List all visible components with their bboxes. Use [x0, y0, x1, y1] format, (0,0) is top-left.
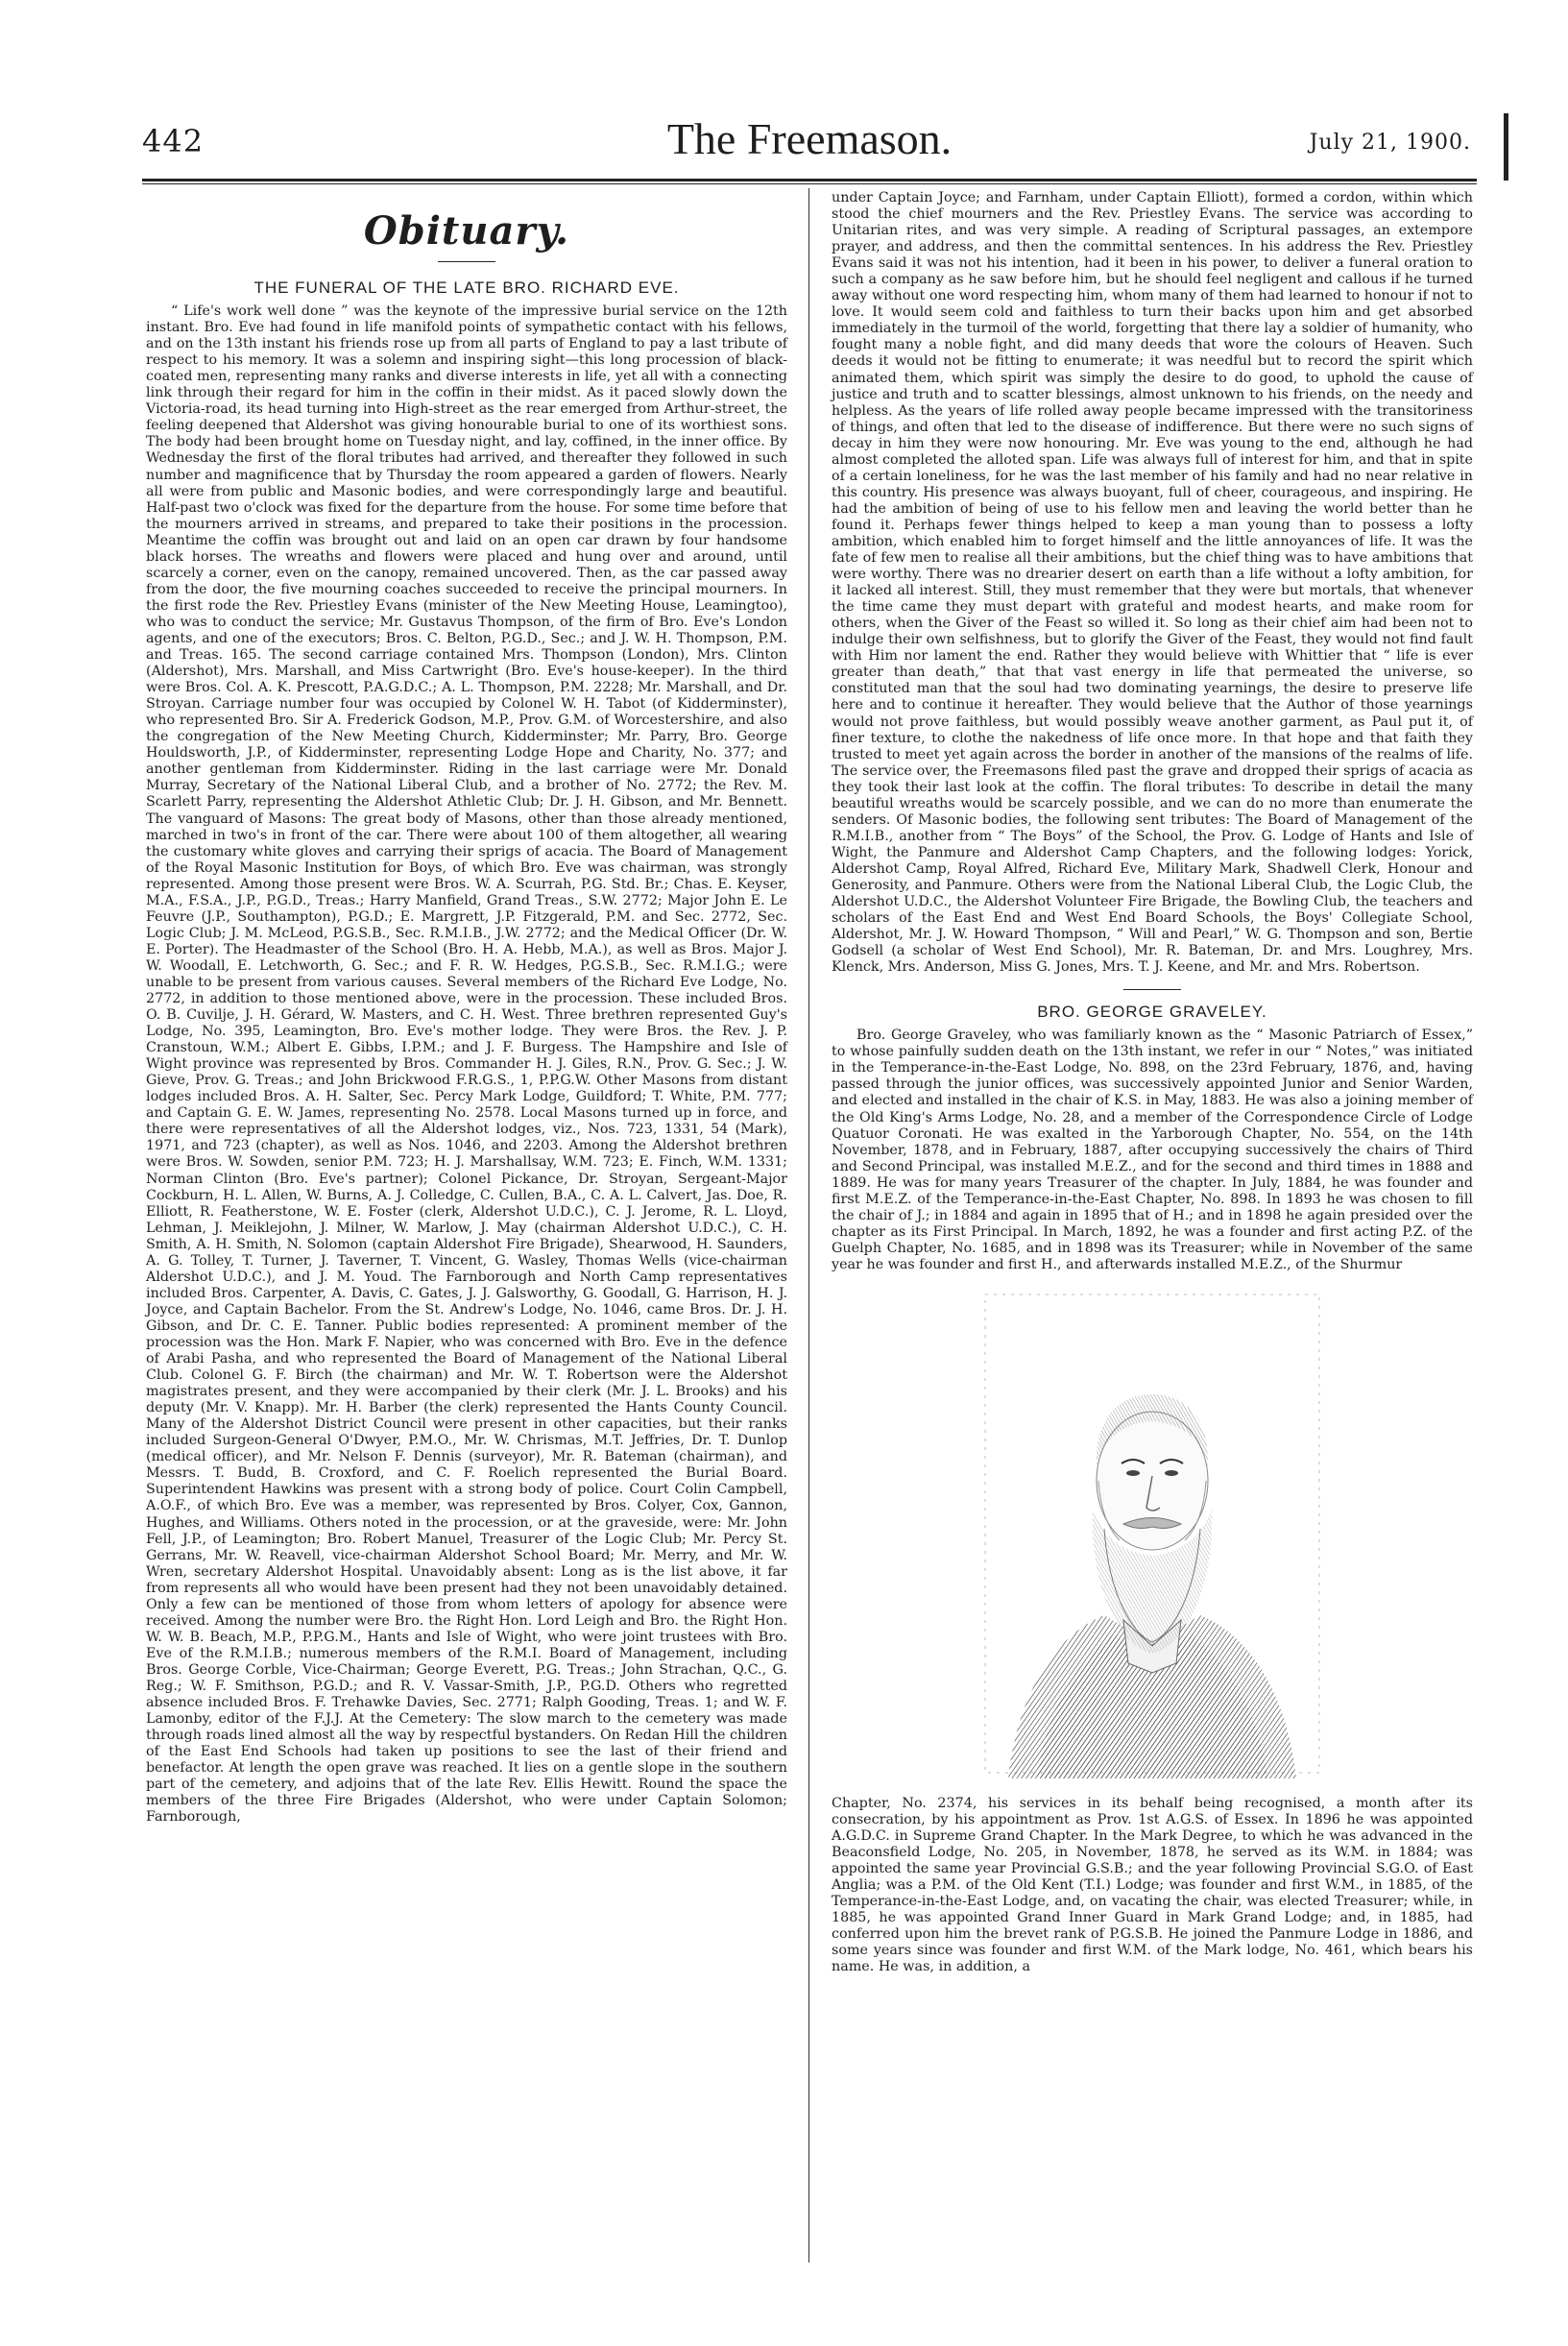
portrait-illustration	[979, 1289, 1325, 1778]
section-title: Obituary.	[363, 208, 570, 254]
right-column	[832, 190, 1473, 1976]
column-divider	[808, 188, 809, 2262]
article-heading-graveley: BRO. GEORGE GRAVELEY.	[1037, 1003, 1267, 1022]
article-body-funeral: “ Life's work well done ” was the keynote of the impressive burial service on the 12th instant. Bro. Eve had found in life manifold points of sympathetic contact with his fellows, and on the 13th instant his friends rose up from all parts of England to pay a last tribute of respect to his memory. It was a solemn and inspiring sight—this long procession of black-coated men, representing many ranks and diverse interests in life, yet all with a connecting link through their regard for him in the coffin in their midst. As it paced slowly down the Victoria-road, its head turning into High-street as the rear emerged from Arthur-street, the feeling deepened that Aldershot was giving honourable burial to one of its worthiest sons. The body had been brought home on Tuesday night, and lay, coffined, in the inner office. By Wednesday the first of the floral tributes had arrived, and thereafter they followed in such number and magnificence that by Thursday the room appeared a garden of flowers. Nearly all were from public and Masonic bodies, and were correspondingly large and beautiful. Half-past two o'clock was fixed for the departure from the house. For some time before that the mourners arrived in streams, and prepared to take their positions in the procession. Meantime the coffin was brought out and laid on an open car drawn by four handsome black horses. The wreaths and flowers were placed and hung over and around, until scarcely a corner, even on the canopy, remained uncovered. Then, as the car passed away from the door, the five mourning coaches succeeded to receive the principal mourners. In the first rode the Rev. Priestley Evans (minister of the New Meeting House, Leamingtoo), who was to conduct the service; Mr. Gustavus Thompson, of the firm of Bro. Eve's London agents, and one of the executors; Bros. C. Belton, P.G.D., Sec.; and J. W. H. Thompson, P.M. and Treas. 165. The second carriage contained Mrs. Thompson (London), Mrs. Clinton (Aldershot), Mrs. Marshall, and Miss Cartwright (Bro. Eve's house-keeper). In the third were Bros. Col. A. K. Prescott, P.A.G.D.C.; A. L. Thompson, P.M. 2228; Mr. Marshall, and Dr. Stroyan. Carriage number four was occupied by Colonel W. H. Tabot (of Kidderminster), who represented Bro. Sir A. Frederick Godson, M.P., Prov. G.M. of Worcestershire, and also the congregation of the New Meeting Church, Kidderminster; Mr. Parry, Bro. George Houldsworth, J.P., of Kidderminster, representing Lodge Hope and Charity, No. 377; and another gentleman from Kidderminster. Riding in the last carriage were Mr. Donald Murray, Secretary of the National Liberal Club, and a brother of No. 2772; the Rev. M. Scarlett Parry, representing the Aldershot Athletic Club; Dr. J. H. Gibson, and Mr. Bennett. The vanguard of Masons: The great body of Masons, other than those already mentioned, marched in two's in front of the car. There were about 100 of them altogether, all wearing the customary white gloves and carrying their sprigs of acacia. The Board of Management of the Royal Masonic Institution for Boys, of which Bro. Eve was chairman, was strongly represented. Among those present were Bros. W. A. Scurrah, P.G. Std. Br.; Chas. E. Keyser, M.A., F.S.A., J.P., P.G.D., Treas.; Harry Manfield, Grand Treas., S.W. 2772; Major John E. Le Feuvre (J.P., Southampton), P.G.D.; E. Margrett, J.P. Fitzgerald, P.M. and Sec. 2772, Sec. Logic Club; J. M. McLeod, P.G.S.B., Sec. R.M.I.B., J.W. 2772; and the Medical Officer (Dr. W. E. Porter). The Headmaster of the School (Bro. H. A. Hebb, M.A.), as well as Bros. Major J. W. Woodall, E. Letchworth, G. Sec.; and F. R. W. Hedges, P.G.S.B., Sec. R.M.I.G.; were unable to be present from various causes. Several members of the Richard Eve Lodge, No. 2772, in addition to those mentioned above, were in the procession. These included Bros. O. B. Cuvilje, J. H. Gérard, W. Masters, and C. H. West. Three brethren represented Guy's Lodge, No. 395, Leamington, Bro. Eve's mother lodge. They were Bros. the Rev. J. P. Cranstoun, W.M.; Albert E. Gibbs, I.P.M.; and J. F. Burgess. The Hampshire and Isle of Wight province was represented by Bros. Commander H. J. Giles, R.N., Prov. G. Sec.; J. W. Gieve, Prov. G. Treas.; and John Brickwood F.R.G.S., 1, P.P.G.W. Other Masons from distant lodges included Bros. A. H. Salter, Sec. Percy Mark Lodge, Guildford; T. White, P.M. 777; and Captain G. E. W. James, representing No. 2578. Local Masons turned up in force, and there were representatives of all the Aldershot lodges, viz., Nos. 723, 1331, 54 (Mark), 1971, and 723 (chapter), as well as Nos. 1046, and 2203. Among the Aldershot brethren were Bros. W. Sowden, senior P.M. 723; H. J. Marshallsay, W.M. 723; E. Finch, W.M. 1331; Norman Clinton (Bro. Eve's partner); Colonel Pickance, Dr. Stroyan, Sergeant-Major Cockburn, H. L. Allen, W. Burns, A. J. Colledge, C. Cullen, B.A., C. A. L. Calvert, Jas. Doe, R. Elliott, R. Featherstone, W. E. Foster (clerk, Aldershot U.D.C.), C. J. Jerome, R. L. Lloyd, Lehman, J. Meiklejohn, J. Milner, W. Marlow, J. May (chairman Aldershot U.D.C.), C. H. Smith, A. H. Smith, N. Solomon (captain Aldershot Fire Brigade), Shearwood, H. Saunders, A. G. Tolley, T. Turner, J. Taverner, T. Vincent, G. Wasley, Thomas Wells (vice-chairman Aldershot U.D.C.), and J. M. Youd. The Farnborough and North Camp representatives included Bros. Carpenter, A. Davis, C. Gates, J. J. Galsworthy, G. Goodall, G. Harrison, H. J. Joyce, and Captain Bachelor. From the St. Andrew's Lodge, No. 1046, came Bros. Dr. J. H. Gibson, and Dr. C. E. Tanner. Public bodies represented: A prominent member of the procession was the Hon. Mark F. Napier, who was concerned with Bro. Eve in the defence of Arabi Pasha, and who represented the Board of Management of the National Liberal Club. Colonel G. F. Birch (the chairman) and Mr. W. T. Robertson were the Aldershot magistrates present, and they were accompanied by their clerk (Mr. J. L. Brooks) and his deputy (Mr. V. Knapp). Mr. H. Barber (the clerk) represented the Hants County Council. Many of the Aldershot District Council were present in other capacities, but their ranks included Surgeon-General O'Dwyer, P.M.O., Mr. W. Chrismas, M.T. Jeffries, Dr. T. Dunlop (medical officer), and Mr. Nelson F. Dennis (surveyor), Mr. R. Bateman (chairman), and Messrs. T. Budd, B. Croxford, and C. F. Roelich represented the Burial Board. Superintendent Hawkins was present with a strong body of police. Court Colin Campbell, A.O.F., of which Bro. Eve was a member, was represented by Bros. Colyer, Cox, Gannon, Hughes, and Williams. Others noted in the procession, or at the graveside, were: Mr. John Fell, J.P., of Leamington; Bro. Robert Manuel, Treasurer of the Logic Club; Mr. Percy St. Gerrans, Mr. W. Reavell, vice-chairman Aldershot School Board; Mr. Merry, and Mr. W. Wren, secretary Aldershot Hospital. Unavoidably absent: Long as is the list above, it far from represents all who would have been present had they not been unavoidably detained. Only a few can be mentioned of those from whom letters of apology for absence were received. Among the number were Bro. the Right Hon. Lord Leigh and Bro. the Right Hon. W. W. B. Beach, M.P., P.P.G.M., Hants and Isle of Wight, who were joint trustees with Bro. Eve of the R.M.I.B.; numerous members of the R.M.I. Board of Management, including Bros. George Corble, Vice-Chairman; George Everett, P.G. Treas.; John Strachan, Q.C., G. Reg.; W. F. Smithson, P.G.D.; and R. V. Vassar-Smith, J.P., P.G.D. Others who regretted absence included Bros. F. Trehawke Davies, Sec. 2771; Ralph Gooding, Treas. 1; and W. F. Lamonby, editor of the F.J.J. At the Cemetery: The slow march to the cemetery was made through roads lined almost all the way by respectful bystanders. On Redan Hill the children of the East End Schools had taken up positions to see the last of their friend and benefactor. At length the open grave was reached. It lies on a gentle slope in the southern part of the cemetery, and adjoins that of the late Rev. Ellis Hewitt. Round the space the members of the three Fire Brigades (Aldershot, who were under Captain Solomon; Farnborough,	[146, 303, 787, 1826]
issue-date: July 21, 1900.	[1309, 131, 1471, 155]
article-separator-rule	[1123, 989, 1181, 990]
portrait-icon	[979, 1289, 1325, 1778]
page-number: 442	[142, 123, 205, 159]
section-rule	[438, 261, 495, 262]
article-body-graveley-continued: Chapter, No. 2374, his services in its behalf being recognised, a month after its consecration, by his appointment as Prov. 1st A.G.S. of Essex. In 1896 he was appointed A.G.D.C. in Supreme Grand Chapter. In the Mark Degree, to which he was advanced in the Beaconsfield Lodge, No. 205, in November, 1878, he served as its W.M. in 1884; was appointed the same year Provincial G.S.B.; and the year following Provincial S.G.O. of East Anglia; was a P.M. of the Old Kent (T.I.) Lodge; was founder and first W.M., in 1885, of the Temperance-in-the-East Lodge, and, on vacating the chair, was elected Treasurer; while, in 1885, he was appointed Grand Inner Guard in Mark Grand Lodge; and, in 1885, had conferred upon him the brevet rank of P.G.S.B. He joined the Panmure Lodge in 1886, and some years since was founder and first W.M. of the Mark lodge, No. 461, which bears his name. He was, in addition, a	[832, 1796, 1473, 1975]
masthead	[142, 113, 1477, 171]
left-column	[146, 209, 787, 1826]
article-body-funeral-continued: under Captain Joyce; and Farnham, under Captain Elliott), formed a cordon, within which stood the chief mourners and the Rev. Priestley Evans. The service was according to Unitarian rites, and was very simple. A reading of Scriptural passages, an extempore prayer, and address, and then the committal sentences. In his address the Rev. Priestley Evans said it was not his intention, had it been in his power, to deliver a funeral oration to such a company as he saw before him, but he should feel negligent and callous if he turned away without one word respecting him, whom many of them had learned to honour if not to love. It would seem cold and faithless to turn their backs upon him and get absorbed immediately in the turmoil of the world, forgetting that there lay a soldier of humanity, who fought many a noble fight, and did many deeds that wore the colours of Heaven. Such deeds it would not be fitting to enumerate; it was needful but to record the spirit which animated them, which spirit was simply the desire to do good, to uphold the cause of justice and truth and to scatter blessings, almost unknown to his friends, on the needy and helpless. As the years of life rolled away people became impressed with the transitoriness of things, and often that led to the disease of indifference. But there were no such signs of decay in him they were now honouring. Mr. Eve was young to the end, although he had almost completed the alloted span. Life was always full of interest for him, and that in spite of a certain loneliness, for he was the last member of his family and had no near relative in this country. His presence was always buoyant, full of cheer, courageous, and inspiring. He had the ambition of being of use to his fellow men and leaving the world better than he found it. Perhaps fewer things helped to keep a man young than to possess a lofty ambition, which enabled him to forget himself and the little annoyances of life. It was the fate of few men to realise all their ambitions, but the chief thing was to have ambitions that were worthy. There was no drearier desert on earth than a life without a lofty ambition, for it lacked all interest. Still, they must remember that they were but mortals, that whenever the time came they must depart with grateful and modest hearts, and make room for others, when the Giver of the Feast so willed it. So long as their chief aim had been not to indulge their own selfishness, but to glorify the Giver of the Feast, they would not find fault with Him nor lament the end. Rather they would believe with Whittier that “ life is ever greater than death,” that that vast energy in life that permeated the universe, so constituted man that the soul had two dominating yearnings, the desire to preserve life here and to continue it hereafter. They would believe that the Author of those yearnings would not prove faithless, but would possibly weave another garment, as Paul put it, of finer texture, to clothe the nakedness of life once more. In that hope and that faith they trusted to meet yet again across the border in another of the mansions of the realms of life. The service over, the Freemasons filed past the grave and dropped their sprigs of acacia as they took their last look at the coffin. The floral tributes: To describe in detail the many beautiful wreaths would be scarcely possible, and we can do no more than enumerate the senders. Of Masonic bodies, the following sent tributes: The Board of Management of the R.M.I.B., another from “ The Boys” of the School, the Prov. G. Lodge of Hants and Isle of Wight, the Panmure and Aldershot Camp Chapters, and the following lodges: Yorick, Aldershot Camp, Royal Alfred, Richard Eve, Military Mark, Shadwell Clerk, Honour and Generosity, and Panmure. Others were from the National Liberal Club, the Logic Club, the Aldershot U.D.C., the Aldershot Volunteer Fire Brigade, the Bowling Club, the teachers and scholars of the East End and West End Board Schools, the Boys' Collegiate School, Aldershot, Mr. J. W. Howard Thompson, “ Will and Pearl,” W. G. Thompson and son, Bertie Godsell (a scholar of West End School), Mr. R. Bateman, Dr. and Mrs. Loughrey, Mrs. Klenck, Mrs. Anderson, Miss G. Jones, Mrs. T. J. Keene, and Mr. and Mrs. Robertson.	[832, 190, 1473, 976]
masthead-rule	[142, 179, 1477, 181]
publication-title: The Freemason.	[666, 114, 953, 163]
article-body-graveley: Bro. George Graveley, who was familiarly known as the “ Masonic Patriarch of Essex,” to whose painfully sudden death on the 13th instant, we refer in our “ Notes,” was initiated in the Temperance-in-the-East Lodge, No. 898, on the 23rd February, 1876, and, having passed through the junior offices, was successively appointed Junior and Senior Warden, and elected and installed in the chair of K.S. in May, 1883. He was also a joining member of the Old King's Arms Lodge, No. 28, and a member of the Correspondence Circle of Lodge Quatuor Coronati. He was exalted in the Yarborough Chapter, No. 554, on the 14th November, 1878, and in February, 1887, after occupying successively the chairs of Third and Second Principal, was installed M.E.Z., and for the second and third times in 1888 and 1889. He was for many years Treasurer of the chapter. In July, 1884, he was founder and first M.E.Z. of the Temperance-in-the-East Chapter, No. 898. In 1893 he was chosen to fill the chair of J.; in 1884 and again in 1895 that of H.; and in 1898 he again presided over the chapter as its First Principal. In March, 1892, he was a founder and first acting P.Z. of the Guelph Chapter, No. 1685, and in 1898 was its Treasurer; while in November of the same year he was founder and first H., and afterwards installed M.E.Z., of the Shurmur	[832, 1028, 1473, 1272]
margin-bar	[1504, 113, 1508, 181]
article-heading-funeral: THE FUNERAL OF THE LATE BRO. RICHARD EVE.	[253, 278, 680, 297]
masthead-rule-thin	[142, 183, 1477, 184]
